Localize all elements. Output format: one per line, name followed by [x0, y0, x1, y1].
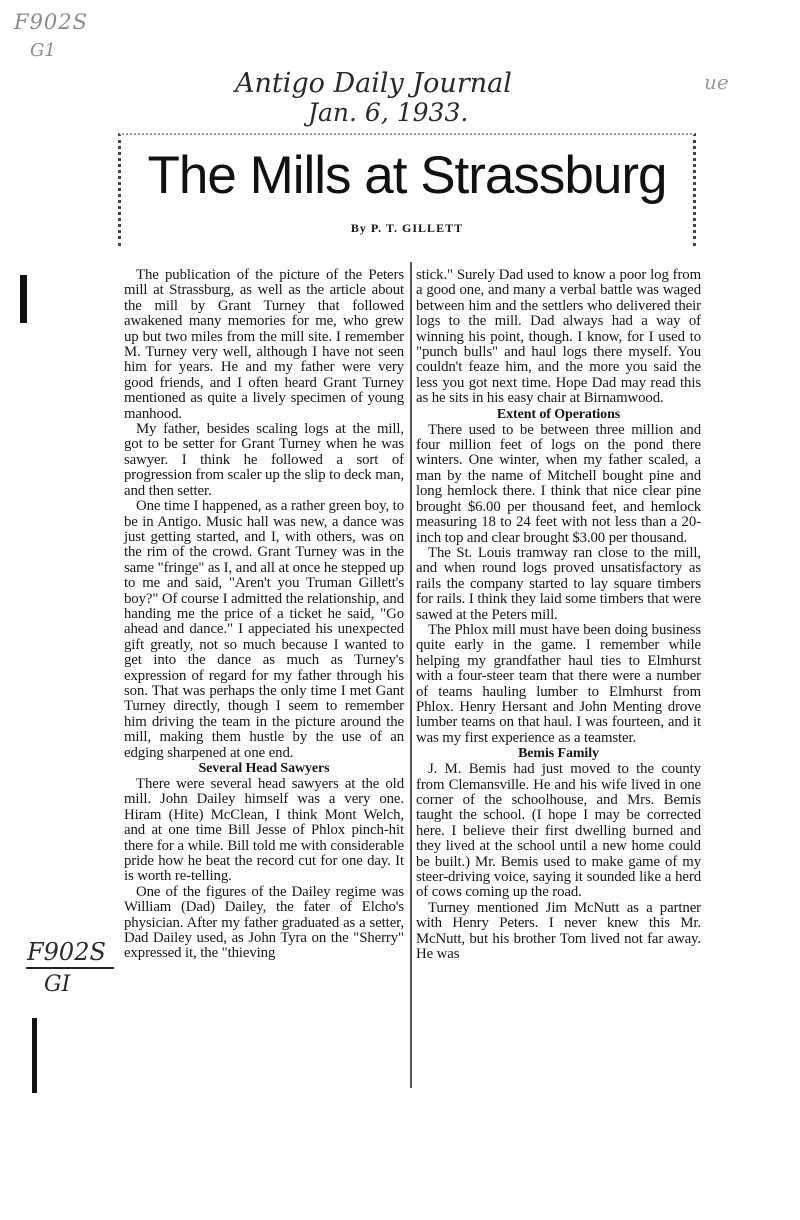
article-paragraph: One time I happened, as a rather green boy, to be in Antigo. Music hall was new, a dance was just getting started, and I, with others, was on the rim of the crowd. Grant Turney was in the same "fringe" as I, and all at once he stepped up to me and said, "Aren't you Truman Gillett's boy?" Of course I admitted the relationship, and handing me the price of a ticket he said, "Go ahead and dance." I appeciated his unexpected gift greatly, not so much because I wanted to get into the dance as much as Turney's expression of regard for my father through his son. That was perhaps the only time I met Gant Turney directly, though I seem to remember him driving the team in the picture around the mill, making them hustle by the use of an edging sharpened at one end.	[124, 498, 404, 761]
margin-bar-mark	[32, 1018, 37, 1093]
article-paragraph: There were several head sawyers at the old mill. John Dailey himself was a very one. Hiram (Hite) McClean, I think Mont Welch, and at one time Bill Jesse of Phlox pinch-hit there for a while. Bill told me with considerable pride how he beat the record cut for one day. It is worth re-telling.	[124, 776, 404, 885]
section-subhead: Extent of Operations	[496, 406, 621, 422]
source-date-note: Jan. 6, 1933.	[308, 98, 469, 127]
side-code-divider	[26, 967, 114, 969]
corner-mark: ue	[704, 70, 729, 94]
archive-subcode-top: G1	[30, 40, 56, 61]
archive-subcode-side: GI	[44, 972, 71, 997]
archive-code-top: F902S	[14, 10, 89, 34]
section-subhead: Several Head Sawyers	[198, 761, 330, 776]
section-subhead: Bemis Family	[518, 746, 599, 762]
article-paragraph: J. M. Bemis had just moved to the county from Clemansville. He and his wife lived in one corner of the schoolhouse, and Mrs. Bemis taught the school. (I hope I may be corrected here. I believe their first dwelling burned and they lived at the school until a new home could be built.) Mr. Bemis used to make game of my steer-driving voice, saying it sounded like a herd of cows coming up the road.	[416, 761, 701, 901]
article-column-left	[124, 268, 404, 962]
article-paragraph: The St. Louis tramway ran close to the mill, and when round logs proved unsatisfactory as rails the company started to lay square timbers for rails. I think they laid some timbers that were sawed at the Peters mill.	[416, 544, 701, 623]
source-publication-note: Antigo Daily Journal	[235, 68, 512, 99]
margin-bar-mark	[20, 275, 27, 323]
archive-code-side: F902S	[27, 938, 106, 966]
article-headline: The Mills at Strassburg	[147, 146, 667, 205]
headline-box	[118, 133, 696, 246]
article-paragraph: stick." Surely Dad used to know a poor log from a good one, and many a verbal battle was waged between him and the settlers who delivered their logs to the mill. Dad always had a way of winning his point, though. I know, for I used to "punch bulls" and haul logs there myself. You couldn't feaze him, and the more you said the less you got next time. Hope Dad may read this as he sits in his easy chair at Birnamwood.	[416, 267, 701, 407]
article-paragraph: Turney mentioned Jim McNutt as a partner with Henry Peters. I never knew this Mr. McNutt, but his brother Tom lived not far away. He was	[416, 899, 701, 963]
article-column-right	[416, 268, 701, 962]
article-paragraph: The publication of the picture of the Peters mill at Strassburg, as well as the article about the mill by Grant Turney that followed awakened many memories for me, who grew up but two miles from the mill site. I remember M. Turney very well, although I have not seen him for years. He and my father were very good friends, and I often heard Grant Turney mentioned as quite a lively specimen of young manhood.	[124, 267, 404, 422]
column-divider	[410, 262, 412, 1088]
article-paragraph: There used to be between three million and four million feet of logs on the pond there winters. One winter, when my father scaled, a man by the name of Mitchell bought pine and long hemlock there. I think that nice clear pine brought $6.00 per thousand feet, and hemlock measuring 18 to 24 feet with not less than a 20-inch top and clear brought $3.00 per thousand.	[416, 421, 701, 546]
article-paragraph: One of the figures of the Dailey regime was William (Dad) Dailey, the fater of Elcho's physician. After my father graduated as a setter, Dad Dailey used, as John Tyra on the "Sherry" expressed it, the "thieving	[124, 883, 404, 962]
article-paragraph: The Phlox mill must have been doing business quite early in the game. I remember while helping my grandfather haul ties to Elmhurst with a four-steer team that there were a number of teams hauling lumber to Elmhurst from Phlox. Henry Hersant and John Menting drove lumber teams on that haul. I was fourteen, and it was my first experience as a teamster.	[416, 621, 701, 746]
article-byline: By P. T. GILLETT	[350, 221, 464, 235]
article-paragraph: My father, besides scaling logs at the mill, got to be setter for Grant Turney when he was sawyer. I think he followed a sort of progression from scaler up the slip to deck man, and then setter.	[124, 421, 404, 499]
